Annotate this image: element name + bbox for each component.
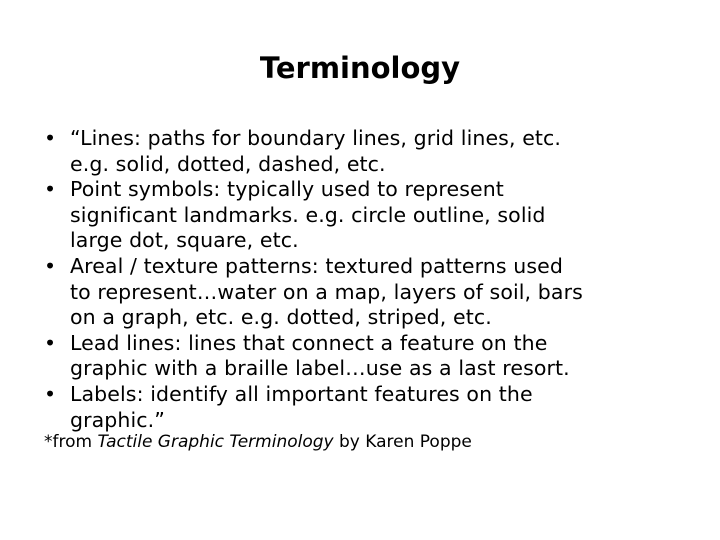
bullet-item-lead-lines [44,331,694,382]
bullet-text-line: Lead lines: lines that connect a feature on the [70,330,548,355]
footnote-source-title: Tactile Graphic Terminology [97,432,334,452]
bullet-text-line: Point symbols: typically used to represent [70,177,504,202]
bullet-item-areal-texture-patterns [44,254,694,331]
bullet-text-line: “Lines: paths for boundary lines, grid lines, etc. [70,126,562,150]
bullet-text-line: graphic.” [70,407,166,432]
bullet-icon: • [44,126,57,150]
slide-title: Terminology [259,51,461,85]
footnote-suffix: by Karen Poppe [333,432,472,452]
bullet-text-line: Labels: identify all important features on the [70,381,533,406]
bullet-icon: • [44,330,57,355]
bullet-icon: • [44,177,57,202]
bullet-text-line: on a graph, etc. e.g. dotted, striped, etc. [70,305,492,330]
bullet-text-line: graphic with a braille label…use as a last resort. [70,356,570,381]
terminology-bullet-list [44,126,694,433]
footnote-prefix: *from [44,432,98,452]
source-footnote [44,430,694,454]
bullet-icon: • [44,253,57,278]
bullet-item-point-symbols [44,177,694,254]
bullet-item-labels [44,382,694,433]
bullet-item-lines [44,126,694,177]
bullet-icon: • [44,381,57,406]
bullet-text-line: large dot, square, etc. [70,228,299,253]
bullet-text-line: Areal / texture patterns: textured patterns used [70,253,563,278]
bullet-text-line: e.g. solid, dotted, dashed, etc. [70,151,386,176]
bullet-text-line: significant landmarks. e.g. circle outline, solid [70,202,546,227]
bullet-text-line: to represent…water on a map, layers of soil, bars [70,279,583,304]
